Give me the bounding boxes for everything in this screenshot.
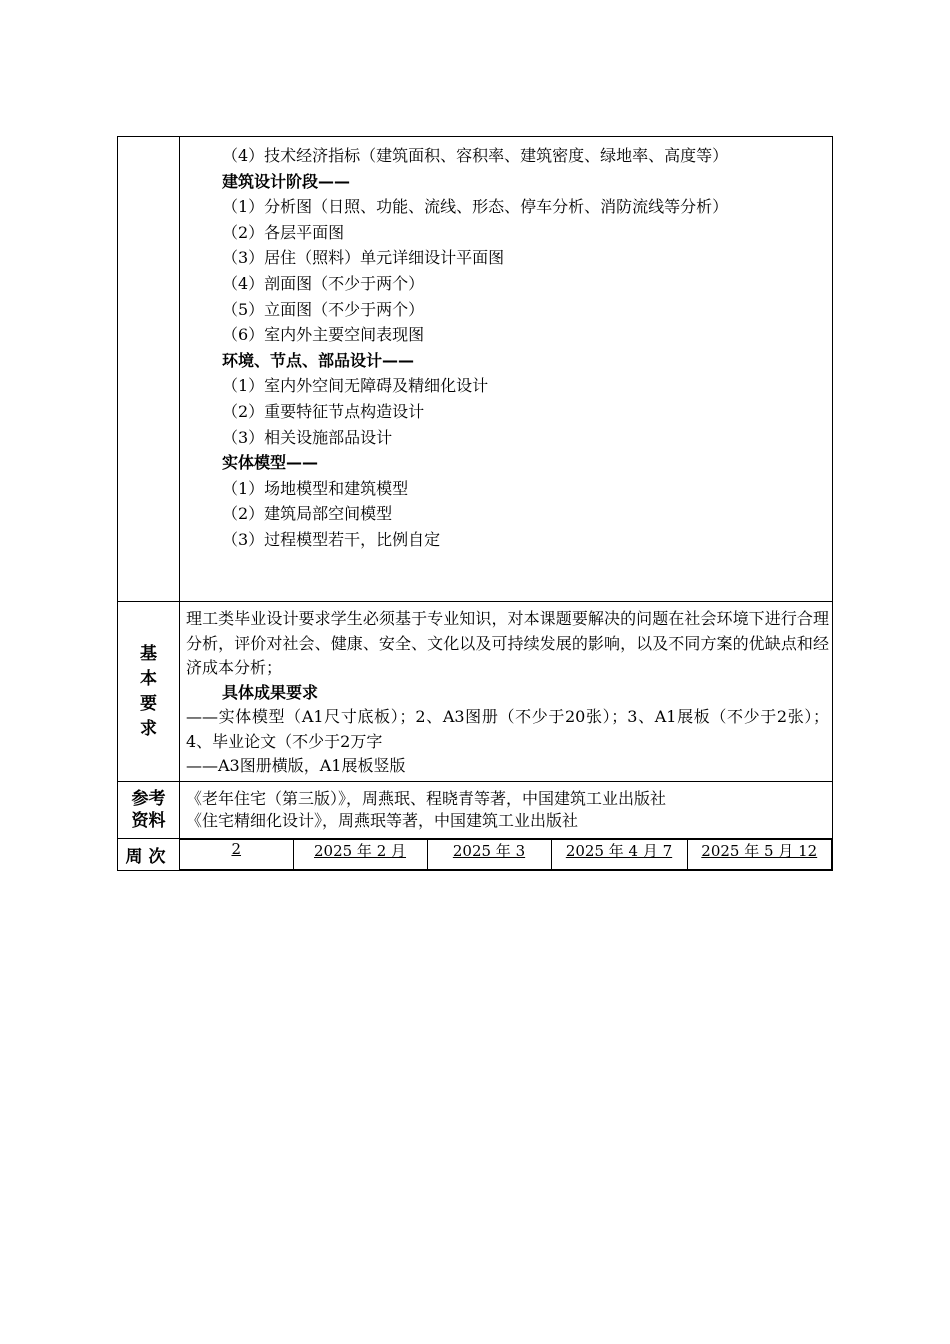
requirements-paragraph: 理工类毕业设计要求学生必须基于专业知识，对本课题要解决的问题在社会环境下进行合理分析，评价对社会、健康、安全、文化以及可持续发展的影响，以及不同方案的优缺点和经济成本分析；: [186, 609, 829, 677]
weeks-content: [180, 839, 833, 871]
plan-item: （2）建筑局部空间模型: [222, 504, 393, 524]
week-cell: 2025 年 3: [427, 840, 551, 870]
week-cell: 2025 年 4 月 7: [551, 840, 687, 870]
week-cell: 2025 年 2 月: [293, 840, 427, 870]
deliverables-heading: 具体成果要求: [222, 682, 319, 702]
references-content: [180, 782, 833, 839]
references-row: [118, 782, 833, 839]
plan-item: （3）居住（照料）单元详细设计平面图: [222, 248, 505, 268]
requirements-label-char: 基: [140, 643, 157, 664]
reference-item: 《老年住宅（第三版）》，周燕珉、程晓青等著，中国建筑工业出版社: [186, 789, 667, 808]
plan-item: （6）室内外主要空间表现图: [222, 325, 425, 345]
reference-item: 《住宅精细化设计》，周燕珉等著，中国建筑工业出版社: [186, 811, 579, 830]
requirements-row: [118, 602, 833, 782]
plan-item: （2）重要特征节点构造设计: [222, 401, 425, 421]
plan-item: （4）剖面图（不少于两个）: [222, 273, 425, 293]
deliverables-line: ——A3图册横版，A1展板竖版: [186, 756, 406, 775]
week-cell: 2025 年 5 月 12: [687, 840, 832, 870]
requirements-label: [118, 602, 180, 782]
plan-content-cell: [180, 137, 833, 602]
requirements-content: [180, 602, 833, 782]
plan-item: （3）过程模型若干，比例自定: [222, 529, 441, 549]
weeks-label: 周次: [118, 839, 180, 871]
requirements-label-char: 要: [140, 693, 157, 714]
plan-item: （2）各层平面图: [222, 222, 345, 242]
plan-row: [118, 137, 833, 602]
plan-item: （1）室内外空间无障碍及精细化设计: [222, 376, 489, 396]
plan-item: （4）技术经济指标（建筑面积、容积率、建筑密度、绿地率、高度等）: [222, 146, 729, 165]
section-heading-model: 实体模型——: [222, 453, 319, 473]
deliverables-line: ——实体模型（A1尺寸底板）；2、A3图册（不少于20张）；3、A1展板（不少于2张）；4、毕业论文（不少于2万字: [186, 707, 829, 751]
plan-item: （5）立面图（不少于两个）: [222, 299, 425, 319]
requirements-label-char: 本: [140, 668, 157, 689]
requirements-label-char: 求: [140, 718, 157, 739]
plan-item: （1）分析图（日照、功能、流线、形态、停车分析、消防流线等分析）: [222, 197, 729, 217]
plan-item: （3）相关设施部品设计: [222, 427, 393, 447]
references-label: [118, 782, 180, 839]
week-cell: 2: [180, 840, 293, 870]
references-label-line: 资料: [131, 811, 166, 831]
plan-item: （1）场地模型和建筑模型: [222, 478, 409, 498]
section-heading-env: 环境、节点、部品设计——: [222, 350, 415, 370]
references-label-line: 参考: [131, 789, 166, 809]
weeks-row: [118, 839, 833, 871]
task-form-table: [117, 136, 833, 871]
section-heading-arch: 建筑设计阶段——: [222, 171, 351, 191]
weeks-table: [180, 839, 832, 870]
plan-label-cell: [118, 137, 180, 602]
